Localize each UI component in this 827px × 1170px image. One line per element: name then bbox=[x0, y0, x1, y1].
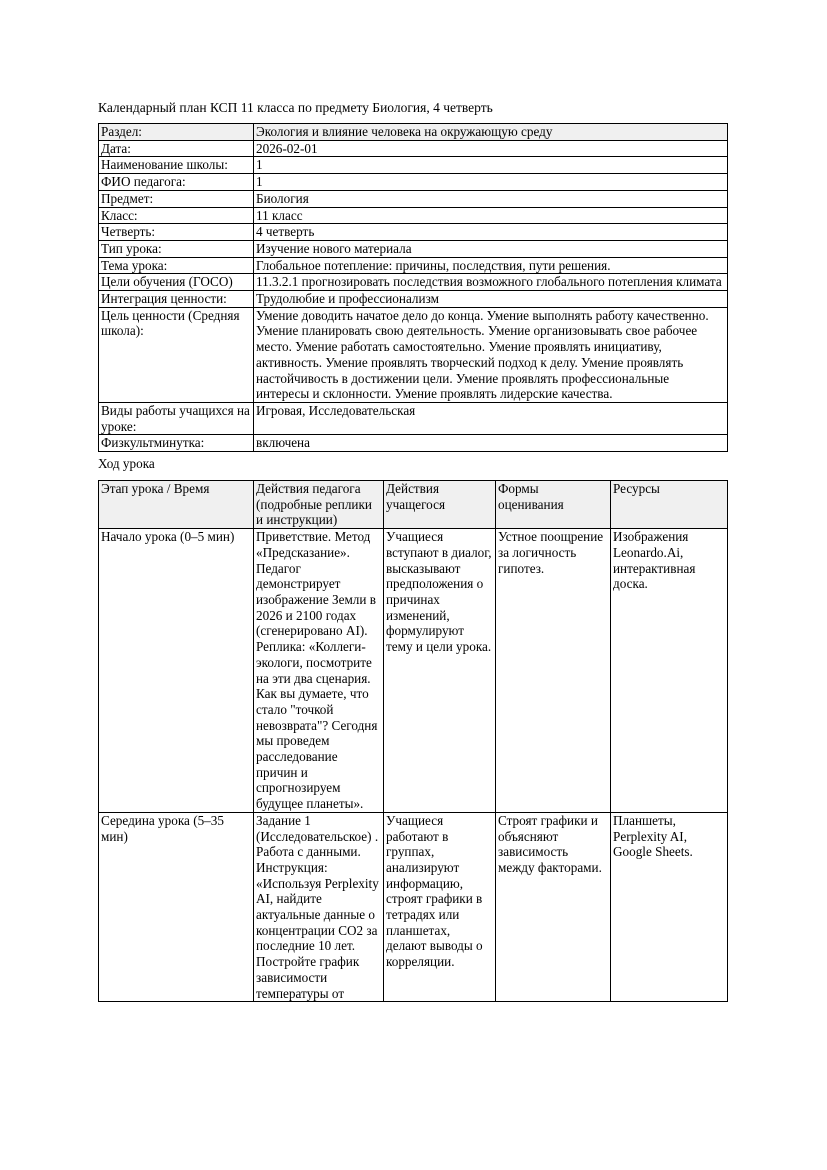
student-actions-cell: Учащиеся работают в группах, анализируют информацию, строят графики в тетрадях или планшетах, делают выводы о корреляции. bbox=[384, 812, 496, 1001]
table-row bbox=[99, 190, 728, 207]
info-row-value: Биология bbox=[254, 190, 728, 207]
stage-cell: Начало урока (0–5 мин) bbox=[99, 529, 254, 813]
table-row bbox=[99, 157, 728, 174]
column-header-assessment: Формы оценивания bbox=[496, 481, 611, 529]
info-row-label: Цели обучения (ГОСО) bbox=[99, 274, 254, 291]
info-row-value: 11 класс bbox=[254, 207, 728, 224]
table-row bbox=[99, 257, 728, 274]
info-row-value: 4 четверть bbox=[254, 224, 728, 241]
column-header-teacher-actions: Действия педагога (подробные реплики и инструкции) bbox=[254, 481, 384, 529]
info-row-value: включена bbox=[254, 435, 728, 452]
table-row bbox=[99, 140, 728, 157]
table-row bbox=[99, 307, 728, 402]
stage-cell: Середина урока (5–35 мин) bbox=[99, 812, 254, 1001]
resources-cell: Планшеты, Perplexity AI, Google Sheets. bbox=[611, 812, 728, 1001]
info-row-label: Четверть: bbox=[99, 224, 254, 241]
table-row bbox=[99, 529, 728, 813]
table-row bbox=[99, 174, 728, 191]
column-header-resources: Ресурсы bbox=[611, 481, 728, 529]
info-row-value: Трудолюбие и профессионализм bbox=[254, 291, 728, 308]
info-row-value: 2026-02-01 bbox=[254, 140, 728, 157]
info-row-value: Экология и влияние человека на окружающую среду bbox=[254, 124, 728, 141]
page-title: Календарный план КСП 11 класса по предмету Биология, 4 четверть bbox=[98, 100, 493, 115]
info-row-label: ФИО педагога: bbox=[99, 174, 254, 191]
document-page bbox=[98, 100, 728, 1002]
info-row-label: Физкультминутка: bbox=[99, 435, 254, 452]
table-row bbox=[99, 207, 728, 224]
column-header-stage: Этап урока / Время bbox=[99, 481, 254, 529]
lesson-table bbox=[98, 480, 728, 1002]
table-row bbox=[99, 240, 728, 257]
info-row-value: 11.3.2.1 прогнозировать последствия возможного глобального потепления климата bbox=[254, 274, 728, 291]
info-row-label: Интеграция ценности: bbox=[99, 291, 254, 308]
table-row bbox=[99, 124, 728, 141]
info-row-value: 1 bbox=[254, 157, 728, 174]
column-header-student-actions: Действия учащегося bbox=[384, 481, 496, 529]
info-row-label: Тип урока: bbox=[99, 240, 254, 257]
info-row-label: Предмет: bbox=[99, 190, 254, 207]
info-row-label: Виды работы учащихся на уроке: bbox=[99, 402, 254, 434]
info-row-label: Цель ценности (Средняя школа): bbox=[99, 307, 254, 402]
table-row bbox=[99, 435, 728, 452]
info-row-value: Игровая, Исследовательская bbox=[254, 402, 728, 434]
table-row bbox=[99, 291, 728, 308]
assessment-cell: Строят графики и объясняют зависимость между факторами. bbox=[496, 812, 611, 1001]
teacher-actions-cell: Приветствие. Метод «Предсказание». Педагог демонстрирует изображение Земли в 2026 и 2100 годах (сгенерировано AI). Реплика: «Коллеги-экологи, посмотрите на эти два сценария. Как вы думаете, что стало "точкой невозврата"? Сегодня мы проведем расследование причин и спрогнозируем будущее планеты». bbox=[254, 529, 384, 813]
info-row-value: Глобальное потепление: причины, последствия, пути решения. bbox=[254, 257, 728, 274]
info-row-label: Тема урока: bbox=[99, 257, 254, 274]
resources-cell: Изображения Leonardo.Ai, интерактивная доска. bbox=[611, 529, 728, 813]
info-row-label: Дата: bbox=[99, 140, 254, 157]
info-row-value: Умение доводить начатое дело до конца. Умение выполнять работу качественно. Умение планировать свою деятельность. Умение организовывать свое рабочее место. Умение работать самостоятельно. Умение проявлять инициативу, активность. Умение проявлять творческий подход к делу. Умение проявлять настойчивость в достижении цели. Умение проявлять профессиональные интересы и склонности. Умение проявлять лидерские качества. bbox=[254, 307, 728, 402]
info-table bbox=[98, 123, 728, 452]
info-row-label: Наименование школы: bbox=[99, 157, 254, 174]
section-heading: Ход урока bbox=[98, 456, 155, 472]
info-row-label: Класс: bbox=[99, 207, 254, 224]
table-row bbox=[99, 402, 728, 434]
table-row bbox=[99, 812, 728, 1001]
table-row bbox=[99, 224, 728, 241]
table-row bbox=[99, 274, 728, 291]
info-row-label: Раздел: bbox=[99, 124, 254, 141]
teacher-actions-cell: Задание 1 (Исследовательское) . Работа с данными. Инструкция: «Используя Perplexity AI, найдите актуальные данные о концентрации CO2 за последние 10 лет. Постройте график зависимости температуры от bbox=[254, 812, 384, 1001]
assessment-cell: Устное поощрение за логичность гипотез. bbox=[496, 529, 611, 813]
info-row-value: 1 bbox=[254, 174, 728, 191]
student-actions-cell: Учащиеся вступают в диалог, высказывают предположения о причинах изменений, формулируют тему и цели урока. bbox=[384, 529, 496, 813]
info-row-value: Изучение нового материала bbox=[254, 240, 728, 257]
table-header-row bbox=[99, 481, 728, 529]
